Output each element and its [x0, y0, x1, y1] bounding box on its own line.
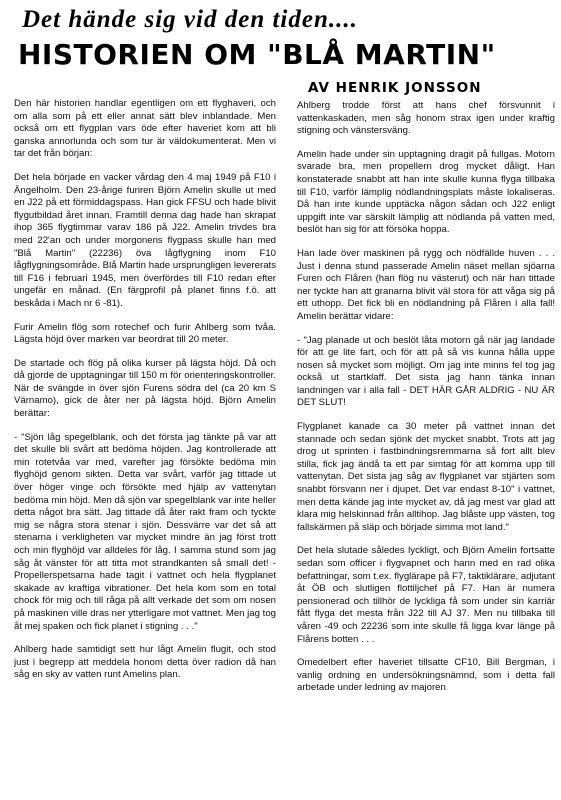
paragraph-quote: - "Sjön låg spegelblank, och det första jag tänkte på var att det skulle bli svårt att bedöma höjden. Jag kontrollerade att min rotetvåa var med, varefter jag försökte bedöma min flyghöjd genom sikten. Detta var svårt, varför jag tittade ut över höger vinge och försökte med hjälp av vattenytan bedöma min höjd. Men då sjön var spegelblank var inte heller detta något bra sätt. Jag tittade då åter rakt fram och tyckte mig se några stora stenar i sjön. Dessvärre var det så att stenarna i verkligheten var mycket mindre än jag först trott och min flyghöjd var alldeles för låg. I samma stund som jag såg åt vänster för att titta mot strandkanten så small det! - Propellerspetsarna hade tagit i vattnet och hela flygplanet skakade av kraftiga vibrationer. Det hela kom som en total chock för mig och till råga på allt verkade det som om nosen på maskinen ville dras ner ytterligare mot vattnet. Men jag tog åt mej spaken och fick planet i stigning . . .": [14, 431, 276, 632]
article-headline: HISTORIEN OM "BLÅ MARTIN": [18, 38, 496, 71]
paragraph: Det hela slutade således lyckligt, och Björn Amelin fortsatte sedan som officer i flygvapnet och hann med en rad olika befattningar, som t.ex. flygläraре på F7, taktiklärare, adjutant åt ÖB och slutligen flottiljchef på F7. Han är numera pensionerad och tillhör de lyckliga få som under sin karriär fått flyga det mesta från J22 till AJ 37. Men nu tillbaka till våren -49 och 22236 som inte skulle få ligga kvar länge på Flårens botten . . .: [297, 545, 555, 645]
paragraph: De startade och flög på olika kurser på lägsta höjd. Då och då gjorde de upptagningar till 150 m för orienteringskontroller. När de svängde in över sjön Furens södra del (ca 20 km S Värnamo), gick de åter ner på lägsta höjd. Björn Amelin berättar:: [14, 357, 276, 420]
article-byline: AV HENRIK JONSSON: [308, 80, 482, 96]
paragraph: Omedelbert efter haveriet tillsatte CF10, Bill Bergman, i vanlig ordning en undersökningsnämnd, som i detta fall arbetade under ledning av majoren: [297, 657, 555, 694]
paragraph: Den här historien handlar egentligen om ett flyghaveri, och om alla som på ett eller annat sätt blev inblandade. Men också om ett flygplan vars öde efter haveriet kom att bli ganska annorlunda och som tur är väldokumenterat. Men vi tar det från början:: [14, 98, 276, 160]
paragraph-quote: - "Jag planade ut och beslöt låta motorn gå när jag landade för att ge lite fart, och för att på så vis kunna hålla uppe nosen så mycket som möjligt. Om jag inte minns fel tog jag också ut startklaff. Det sista jag hann tänka innan landningen var i alla fall - DET HÄR GÅR ALDRIG - NU ÄR DET SLUT!: [297, 334, 555, 409]
paragraph: Amelin hade under sin upptagning dragit på fullgas. Motorn svarade bra, men propellern drog mycket dåligt. Han konstaterade snabbt att han inte skulle kunna flyga tillbaka till F10, varför lämplig nödlandningsplats måste lokaliseras. Då han inte kunde upptäcka någon sådan och J22 enligt uppgift inte var särskilt lämplig att nödlanda på vatten med, beslöt han sig för att försöka hoppa.: [297, 148, 555, 236]
paragraph: Flygplanet kanade ca 30 meter på vattnet innan det stannade och sedan sjönk det mycket snabbt. Trots att jag drog ut sprinten i fastbindningsremmarna så fort allt blev stilla, fick jag ändå ta ett par simtag för att komma upp till vattenytan. Det sista jag såg av flygplanet var stjärten som snabbt försvann ner i djupet. Det var endast 8-10" i vattnet, men detta kände jag inte mycket av, då jag mest var glad att klara mig helskinnad från alltihop. Jag blåste upp västen, tog fallskärmen på släp och började simma mot land.": [297, 421, 555, 533]
paragraph: Ahlberg hade samtidigt sett hur lågt Amelin flugit, och stod just i begrepp att meddela honom detta över radion då han såg en sky av vatten runt Amelins plan.: [14, 644, 276, 681]
kicker-heading: Det hände sig vid den tiden....: [22, 6, 358, 33]
left-column: [14, 94, 276, 796]
right-column: [297, 100, 555, 796]
paragraph: Det hela började en vacker vårdag den 4 maj 1949 på F10 i Ängelholm. Den 23-årige furiren Björn Amelin skulle ut med en J22 på ett förmiddagspass. Han gick FFSU och hade blivit flygutbildad året innan. Framtill denna dag hade han skrapat ihop 365 flygtimmar varav 186 på J22. Amelin trivdes bra med 22'an och under morgonens flygpass skulle han med "Blå Martin" (22236) öva lågflygning inom F10 lågflygningsområde. Blå Martin hade ursprungligen levererats till F16 i februari 1945, men överfördes till F10 redan efter ungefär en månad. (En färgprofil på planet finns f.ö. att beskåda i Mach nr 6 -81).: [14, 171, 276, 309]
paragraph: Ahlberg trodde först att hans chef försvunnit i vattenkaskaden, men såg honom strax igen under kraftig stigning och vänstersväng.: [297, 100, 555, 137]
paragraph: Han lade över maskinen på rygg och nödfällde huven . . . Just i denna stund passerade Amelin näset mellan sjöarna Furen och Flåren (han flög nu västerut) och när han tittade ner tyckte han att granarna blivit väl stora för att våga sig på ett uthopp. Det fick bli en nödlandning på Flåren i alla fall! Amelin berättar vidare:: [297, 247, 555, 322]
paragraph: Furir Amelin flög som rotechef och furir Ahlberg som tvåa. Lägsta höjd över marken var beordrat till 20 meter.: [14, 321, 276, 346]
